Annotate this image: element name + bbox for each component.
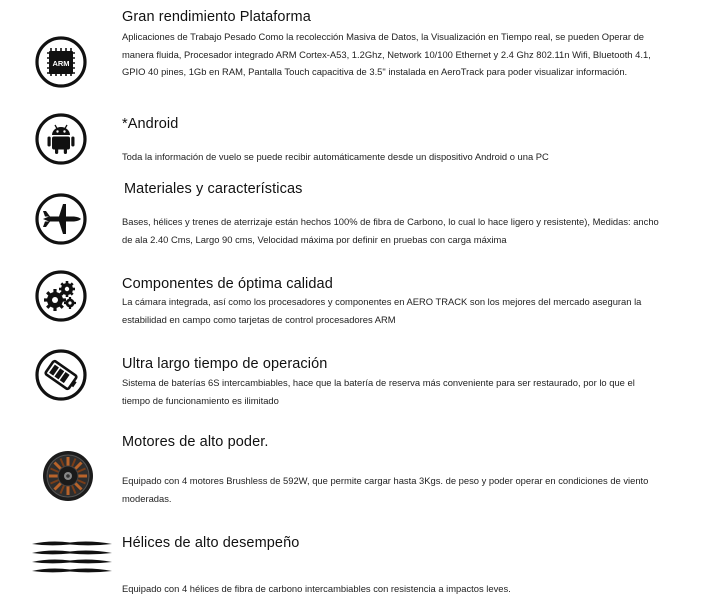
feature-title: Motores de alto poder. (122, 434, 269, 450)
feature-description: Equipado con 4 hélices de fibra de carbono intercambiables con resistencia a impactos leves. (122, 583, 511, 594)
battery-icon (34, 348, 88, 407)
feature-description: La cámara integrada, así como los procesadores y componentes en AERO TRACK son los mejores del mercado aseguran la estabilidad en campo como tarjetas de control procesadores ARM (122, 296, 642, 325)
brushless-motor-icon (40, 448, 96, 509)
feature-description: Sistema de baterías 6S intercambiables, hace que la batería de reserva más conveniente para ser restaurado, por lo que el tiempo de funcionamiento es ilimitado (122, 377, 635, 406)
feature-title: Materiales y características (124, 181, 303, 197)
svg-text:ARM: ARM (52, 59, 70, 68)
propellers-icon (30, 538, 114, 585)
feature-description: Bases, hélices y trenes de aterrizaje están hechos 100% de fibra de Carbono, lo cual lo hace ligero y resistente), Medidas: ancho de ala 2.40 Cms, Largo 90 cms, Velocidad máxima por definir en pruebas con carga máxima (122, 216, 659, 245)
feature-description: Toda la información de vuelo se puede recibir automáticamente desde un dispositivo Android o una PC (122, 151, 549, 162)
feature-description: Equipado con 4 motores Brushless de 592W, que permite cargar hasta 3Kgs. de peso y poder operar en condiciones de viento moderadas. (122, 475, 649, 504)
android-icon (34, 112, 88, 171)
airplane-icon (34, 192, 88, 251)
feature-title: Componentes de óptima calidad (122, 276, 333, 292)
arm-chip-icon (34, 35, 88, 94)
feature-description: Aplicaciones de Trabajo Pesado Como la recolección Masiva de Datos, la Visualización en Tiempo real, se pueden Operar de manera fluida, Procesador integrado ARM Cortex-A53, 1.2Ghz, Network 10/100 Ethernet y 2.4 Ghz 802.11n Wifi, Bluetooth 4.1, GPIO 40 pines, 1Gb en RAM, Pantalla Touch capacitiva de 3.5" instalada en AeroTrack para poder visualizar información. (122, 31, 651, 77)
feature-title: *Android (122, 116, 179, 132)
feature-title: Hélices de alto desempeño (122, 535, 300, 551)
gears-icon (34, 269, 88, 328)
feature-title: Gran rendimiento Plataforma (122, 9, 311, 25)
feature-title: Ultra largo tiempo de operación (122, 356, 328, 372)
